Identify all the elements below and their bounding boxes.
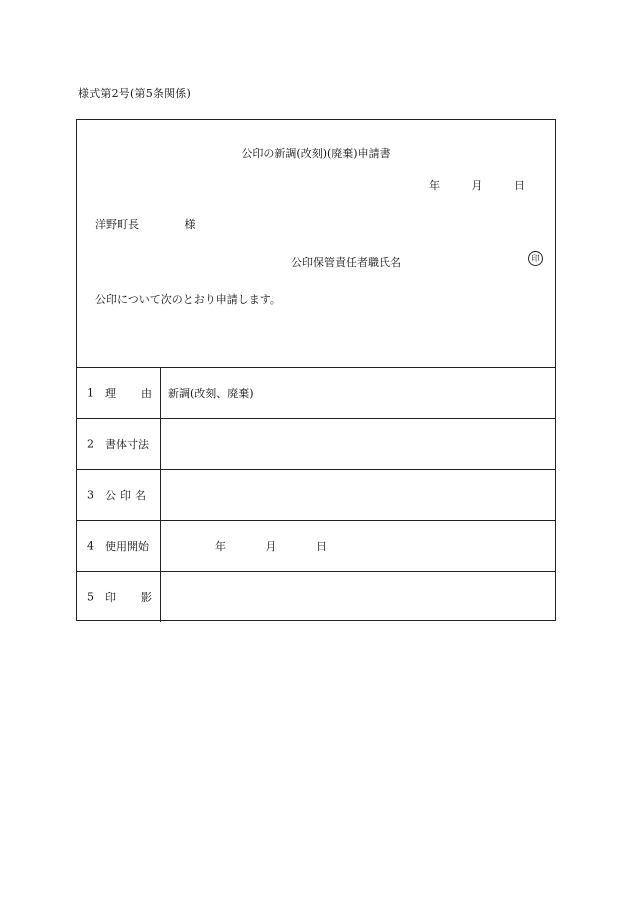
date-year-unit: 年	[429, 179, 440, 192]
item-row-seal-impression	[77, 572, 555, 622]
item-row-start-of-use	[77, 521, 555, 572]
item-number: 3	[87, 488, 94, 502]
item-table	[77, 368, 555, 622]
item-number: 2	[87, 437, 94, 451]
applicant-label: 公印保管責任者職氏名	[291, 256, 401, 269]
item-label-cell	[77, 572, 161, 622]
item-label-char: 由	[141, 387, 152, 400]
addressee	[95, 216, 196, 232]
item-label-cell	[77, 368, 161, 418]
item-label-char: 影	[141, 591, 152, 604]
form-header-section	[77, 120, 555, 368]
item-value-cell[interactable]	[161, 521, 555, 571]
item-label-char: 印	[105, 591, 116, 604]
item-value-cell[interactable]	[161, 470, 555, 520]
item-label	[105, 589, 152, 605]
item-number: 5	[87, 590, 94, 604]
application-form	[76, 119, 556, 621]
item-number: 4	[87, 539, 94, 553]
item-label-char: 理	[105, 387, 116, 400]
date-day-unit: 日	[514, 179, 525, 192]
item-label-char: 公	[105, 489, 116, 502]
item-row-reason	[77, 368, 555, 419]
form-title: 公印の新調(改刻)(廃棄)申請書	[241, 147, 391, 160]
start-of-use-date	[215, 538, 327, 554]
item-label	[105, 385, 152, 401]
date-day-unit: 日	[316, 540, 327, 553]
item-label	[105, 436, 154, 452]
item-label-cell	[77, 521, 161, 571]
item-label-char: 名	[135, 489, 146, 502]
item-row-typeface-size	[77, 419, 555, 470]
date-year-unit: 年	[215, 540, 226, 553]
item-value-cell[interactable]	[161, 419, 555, 469]
item-number: 1	[87, 386, 94, 400]
item-label-text: 書体寸法	[105, 438, 149, 451]
addressee-honorific: 様	[184, 218, 196, 231]
date-month-unit: 月	[265, 540, 277, 553]
item-label	[105, 538, 154, 554]
reason-value: 新調(改刻、廃棄)	[168, 387, 254, 400]
item-value-cell[interactable]	[161, 572, 555, 622]
item-label-cell	[77, 470, 161, 520]
application-date	[429, 177, 525, 193]
item-value-cell[interactable]	[161, 368, 555, 418]
item-label	[105, 487, 146, 503]
application-statement: 公印について次のとおり申請します。	[95, 293, 281, 306]
form-number: 様式第2号(第5条関係)	[78, 87, 191, 100]
date-month-unit: 月	[471, 179, 483, 192]
item-label-text: 使用開始	[105, 540, 149, 553]
addressee-name: 洋野町長	[95, 218, 139, 231]
item-label-char: 印	[120, 489, 131, 502]
item-row-seal-name	[77, 470, 555, 521]
seal-mark-icon: 印	[528, 251, 543, 266]
item-label-cell	[77, 419, 161, 469]
